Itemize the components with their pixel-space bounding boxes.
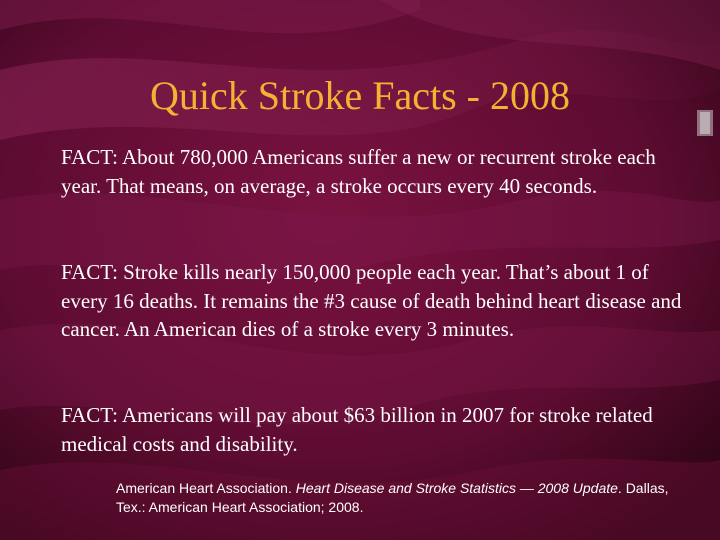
fact-paragraph-2: FACT: Stroke kills nearly 150,000 people each year. That’s about 1 of every 16 deaths. It remains the #3 cause of death behind heart disease and cancer. An American dies of a stroke every 3 minutes. <box>61 260 682 341</box>
citation <box>116 479 676 517</box>
citation-publisher: . Dallas, Tex.: American Heart Association; 2008. <box>116 480 669 515</box>
citation-author: American Heart Association. <box>116 480 292 496</box>
slide-title: Quick Stroke Facts - 2008 <box>150 73 570 118</box>
citation-work: Heart Disease and Stroke Statistics — 2008 Update <box>295 480 618 496</box>
fact-paragraph-1: FACT: About 780,000 Americans suffer a new or recurrent stroke each year. That means, on average, a stroke occurs every 40 seconds. <box>61 145 656 198</box>
fact-paragraph-3: FACT: Americans will pay about $63 billion in 2007 for stroke related medical costs and disability. <box>61 403 653 456</box>
